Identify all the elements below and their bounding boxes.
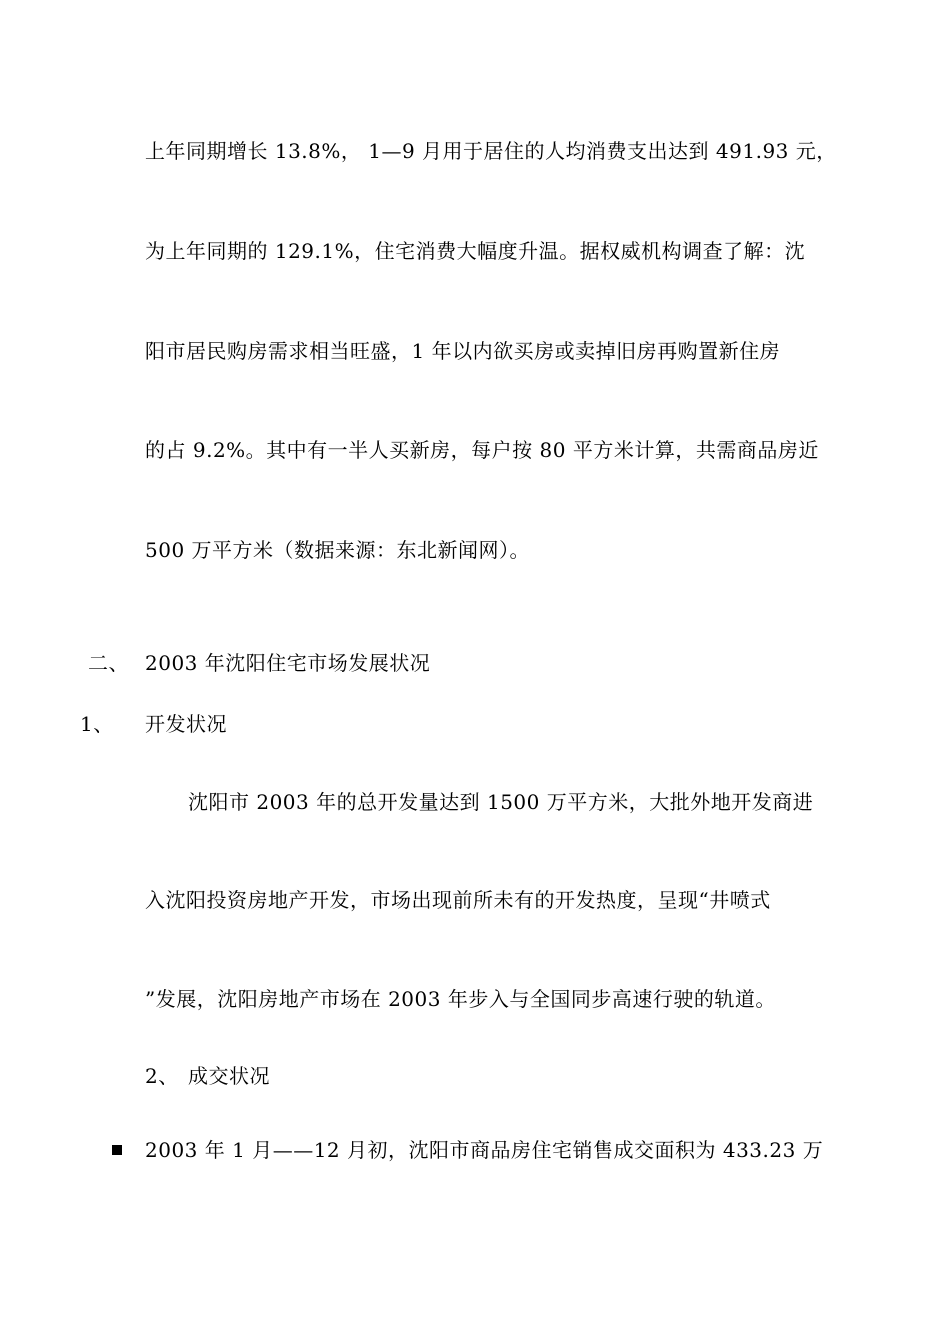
paragraph-2-line-2: 入沈阳投资房地产开发，市场出现前所未有的开发热度，呈现“井喷式 (145, 888, 771, 912)
subsection-1-number: 1、 (80, 712, 114, 736)
subsection-2-number: 2、 (145, 1064, 179, 1088)
subsection-2-title: 成交状况 (188, 1064, 270, 1088)
paragraph-1-line-1: 上年同期增长 13.8%， 1—9 月用于居住的人均消费支出达到 491.93 元， (145, 139, 837, 163)
square-bullet-icon (112, 1145, 122, 1155)
section-2-title: 2003 年沈阳住宅市场发展状况 (145, 651, 431, 675)
bullet-1-text: 2003 年 1 月——12 月初，沈阳市商品房住宅销售成交面积为 433.23 万 (145, 1138, 824, 1162)
paragraph-2-line-1: 沈阳市 2003 年的总开发量达到 1500 万平方米，大批外地开发商进 (188, 790, 814, 814)
paragraph-1-line-4: 的占 9.2%。其中有一半人买新房，每户按 80 平方米计算，共需商品房近 (145, 438, 819, 462)
subsection-1-title: 开发状况 (145, 712, 227, 736)
paragraph-2-line-3: ”发展，沈阳房地产市场在 2003 年步入与全国同步高速行驶的轨道。 (145, 987, 776, 1011)
section-2-number: 二、 (88, 651, 129, 675)
paragraph-1-line-5: 500 万平方米（数据来源：东北新闻网）。 (145, 538, 531, 562)
paragraph-1-line-2: 为上年同期的 129.1%，住宅消费大幅度升温。据权威机构调查了解：沈 (145, 239, 806, 263)
paragraph-1-line-3: 阳市居民购房需求相当旺盛，1 年以内欲买房或卖掉旧房再购置新住房 (145, 339, 781, 363)
